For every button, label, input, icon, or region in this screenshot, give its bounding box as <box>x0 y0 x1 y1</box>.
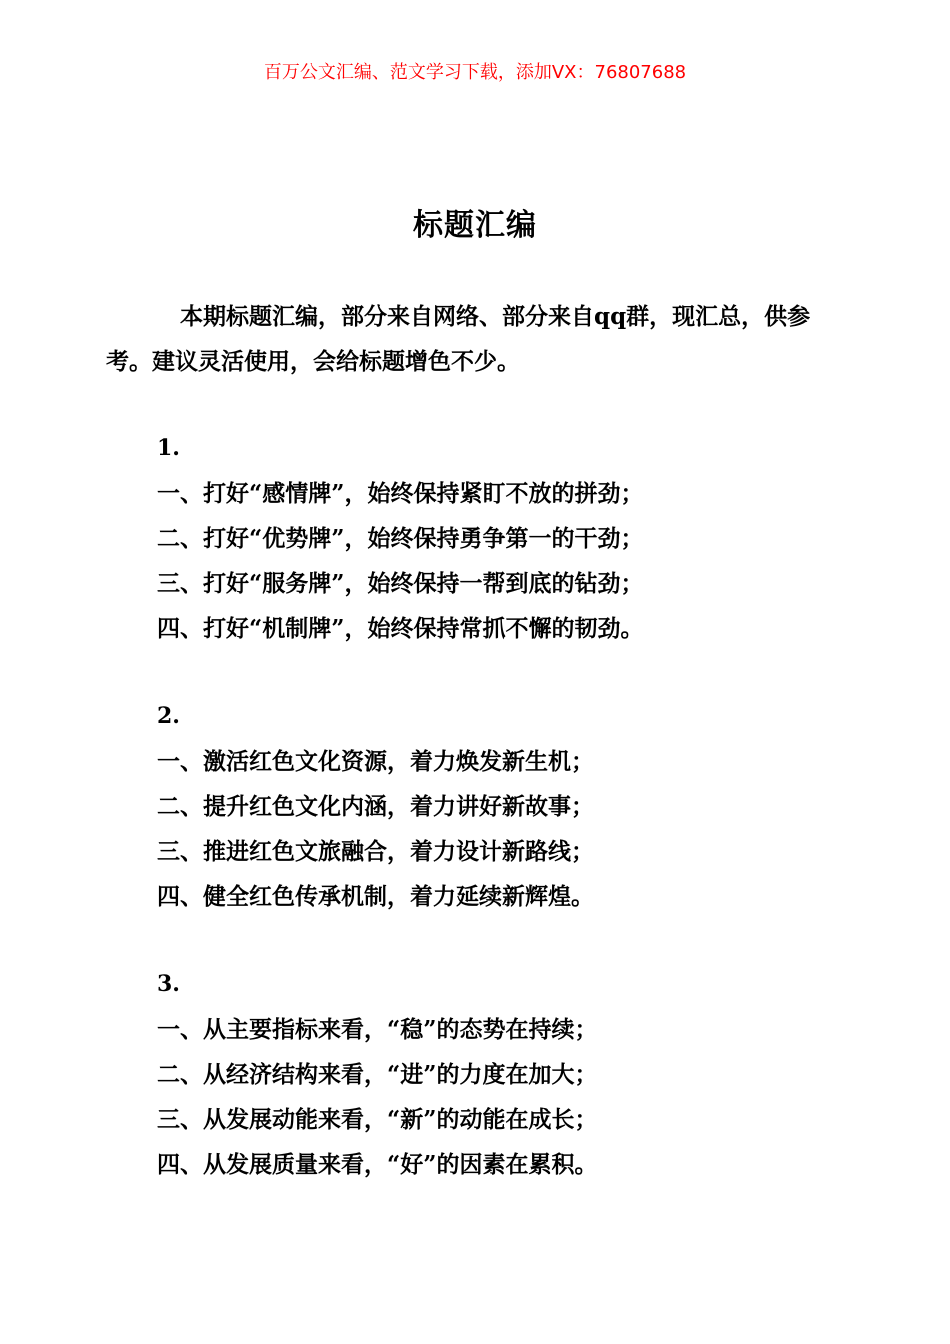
document-title: 标题汇编 <box>413 208 537 243</box>
headline-line: 三、打好“服务牌”，始终保持一帮到底的钻劲； <box>157 570 644 597</box>
headline-line: 三、推进红色文旅融合，着力设计新路线； <box>157 838 594 865</box>
headline-line: 四、打好“机制牌”，始终保持常抓不懈的韧劲。 <box>157 615 644 642</box>
headline-group-2 <box>157 694 857 919</box>
headline-line: 一、从主要指标来看，“稳”的态势在持续； <box>157 1016 598 1043</box>
group-number: 3. <box>157 971 180 997</box>
headline-line: 二、从经济结构来看，“进”的力度在加大； <box>157 1061 598 1088</box>
headline-line: 一、打好“感情牌”，始终保持紧盯不放的拼劲； <box>157 480 644 507</box>
headline-line: 三、从发展动能来看，“新”的动能在成长； <box>157 1106 598 1133</box>
group-number: 1. <box>157 435 180 461</box>
headline-group-3 <box>157 962 857 1187</box>
group-number: 2. <box>157 703 180 729</box>
headline-line: 二、提升红色文化内涵，着力讲好新故事； <box>157 793 594 820</box>
headline-line: 四、从发展质量来看，“好”的因素在累积。 <box>157 1151 598 1178</box>
headline-line: 一、激活红色文化资源，着力焕发新生机； <box>157 748 594 775</box>
header-watermark-note: 百万公文汇编、范文学习下载，添加VX：76807688 <box>263 62 687 83</box>
intro-paragraph: 本期标题汇编，部分来自网络、部分来自qq群，现汇总，供参考。建议灵活使用，会给标题增色不少。 <box>106 303 811 375</box>
headline-group-1 <box>157 426 857 651</box>
headline-line: 二、打好“优势牌”，始终保持勇争第一的干劲； <box>157 525 644 552</box>
headline-line: 四、健全红色传承机制，着力延续新辉煌。 <box>157 883 594 910</box>
